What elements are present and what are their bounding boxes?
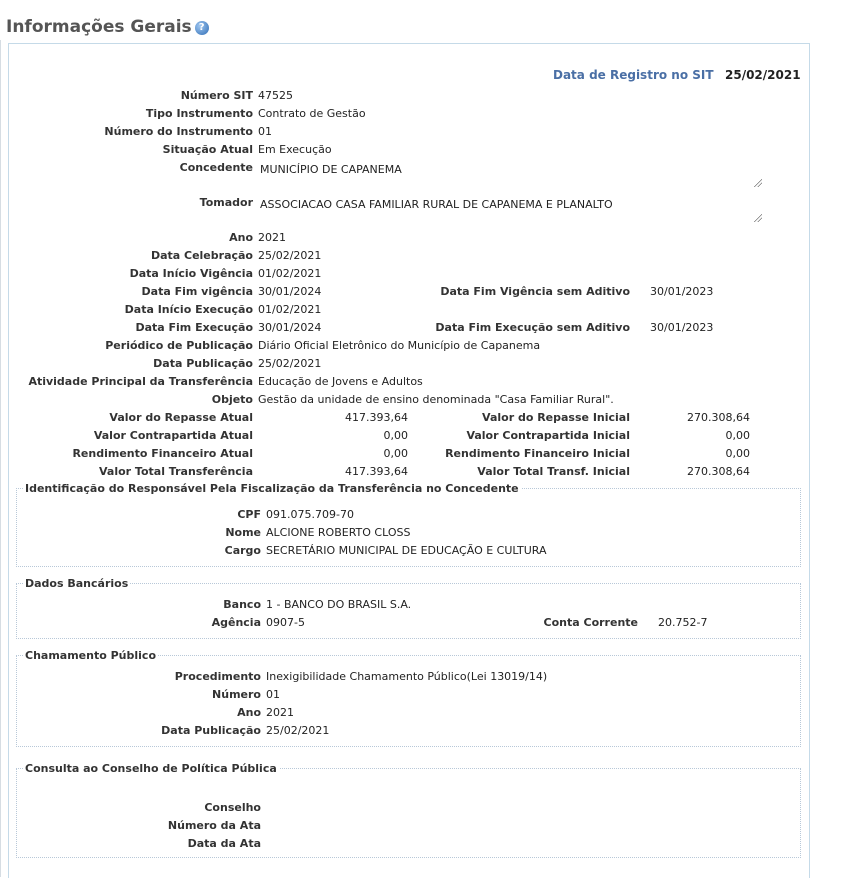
numero-ata-label: Número da Ata — [167, 819, 261, 832]
repasse-atual-value: 417.393,64 — [345, 411, 408, 424]
cargo-label: Cargo — [224, 544, 261, 557]
conselho-legend: Consulta ao Conselho de Política Pública — [25, 762, 277, 775]
cargo-value: SECRETÁRIO MUNICIPAL DE EDUCAÇÃO E CULTURA — [266, 544, 547, 557]
chamamento-data-publicacao-label: Data Publicação — [161, 724, 261, 737]
periodico-publicacao-value: Diário Oficial Eletrônico do Município de Capanema — [258, 339, 541, 352]
data-inicio-execucao-value: 01/02/2021 — [258, 303, 322, 316]
agencia-label: Agência — [211, 616, 261, 629]
data-inicio-vigencia-label: Data Início Vigência — [129, 267, 253, 280]
data-ata-label: Data da Ata — [187, 837, 261, 850]
conselho-label: Conselho — [204, 801, 261, 814]
contrapartida-inicial-value: 0,00 — [725, 429, 750, 442]
periodico-publicacao-label: Periódico de Publicação — [105, 339, 253, 352]
conselho-fieldset — [16, 762, 801, 858]
repasse-atual-label: Valor do Repasse Atual — [109, 411, 253, 424]
data-publicacao-label: Data Publicação — [153, 357, 253, 370]
total-transferencia-label: Valor Total Transferência — [99, 465, 253, 478]
cpf-label: CPF — [237, 508, 261, 521]
conta-corrente-label: Conta Corrente — [543, 616, 638, 629]
conta-corrente-value: 20.752-7 — [658, 616, 708, 629]
data-fim-vigencia-label: Data Fim vigência — [141, 285, 253, 298]
nome-label: Nome — [225, 526, 261, 539]
data-inicio-vigencia-value: 01/02/2021 — [258, 267, 322, 280]
numero-instrumento-value: 01 — [258, 125, 272, 138]
concedente-textarea[interactable] — [258, 163, 764, 189]
help-icon[interactable]: ? — [195, 21, 209, 35]
rendimento-inicial-label: Rendimento Financeiro Inicial — [445, 447, 630, 460]
repasse-inicial-value: 270.308,64 — [687, 411, 750, 424]
chamamento-fieldset — [16, 649, 801, 747]
page-title — [6, 17, 209, 37]
chamamento-numero-value: 01 — [266, 688, 280, 701]
tomador-value: ASSOCIACAO CASA FAMILIAR RURAL DE CAPANEMA E PLANALTO — [260, 198, 613, 211]
data-fim-vigencia-value: 30/01/2024 — [258, 285, 322, 298]
dados-bancarios-legend: Dados Bancários — [25, 577, 129, 590]
numero-sit-value: 47525 — [258, 89, 293, 102]
objeto-value: Gestão da unidade de ensino denominada "Casa Familiar Rural". — [258, 393, 614, 406]
registration-date-value: 25/02/2021 — [725, 68, 801, 82]
ano-label: Ano — [229, 231, 253, 244]
situacao-atual-value: Em Execução — [258, 143, 332, 156]
data-celebracao-value: 25/02/2021 — [258, 249, 322, 262]
nome-value: ALCIONE ROBERTO CLOSS — [266, 526, 411, 539]
data-fim-execucao-sem-aditivo-value: 30/01/2023 — [650, 321, 714, 334]
total-transf-inicial-label: Valor Total Transf. Inicial — [477, 465, 630, 478]
contrapartida-inicial-label: Valor Contrapartida Inicial — [466, 429, 630, 442]
data-publicacao-value: 25/02/2021 — [258, 357, 322, 370]
tipo-instrumento-label: Tipo Instrumento — [145, 107, 253, 120]
responsavel-legend: Identificação do Responsável Pela Fiscalização da Transferência no Concedente — [25, 482, 519, 495]
numero-sit-label: Número SIT — [180, 89, 253, 102]
tomador-textarea[interactable] — [258, 198, 764, 224]
cpf-value: 091.075.709-70 — [266, 508, 354, 521]
total-transferencia-value: 417.393,64 — [345, 465, 408, 478]
procedimento-value: Inexigibilidade Chamamento Público(Lei 13019/14) — [266, 670, 548, 683]
tomador-label: Tomador — [199, 196, 253, 209]
rendimento-atual-label: Rendimento Financeiro Atual — [72, 447, 253, 460]
data-fim-execucao-label: Data Fim Execução — [135, 321, 253, 334]
agencia-value: 0907-5 — [266, 616, 305, 629]
banco-label: Banco — [223, 598, 261, 611]
numero-instrumento-label: Número do Instrumento — [104, 125, 253, 138]
resize-grip-icon[interactable] — [754, 214, 762, 222]
data-fim-vigencia-sem-aditivo-label: Data Fim Vigência sem Aditivo — [440, 285, 630, 298]
registration-date-label: Data de Registro no SIT — [553, 68, 714, 82]
procedimento-label: Procedimento — [174, 670, 261, 683]
repasse-inicial-label: Valor do Repasse Inicial — [482, 411, 630, 424]
objeto-label: Objeto — [211, 393, 253, 406]
data-inicio-execucao-label: Data Início Execução — [124, 303, 253, 316]
contrapartida-atual-value: 0,00 — [383, 429, 408, 442]
chamamento-ano-value: 2021 — [266, 706, 294, 719]
rendimento-atual-value: 0,00 — [383, 447, 408, 460]
situacao-atual-label: Situação Atual — [162, 143, 253, 156]
concedente-label: Concedente — [179, 161, 253, 174]
atividade-principal-value: Educação de Jovens e Adultos — [258, 375, 423, 388]
chamamento-data-publicacao-value: 25/02/2021 — [266, 724, 330, 737]
contrapartida-atual-label: Valor Contrapartida Atual — [93, 429, 253, 442]
left-rule — [0, 40, 1, 877]
concedente-value: MUNICÍPIO DE CAPANEMA — [260, 163, 402, 176]
chamamento-numero-label: Número — [212, 688, 261, 701]
data-fim-execucao-value: 30/01/2024 — [258, 321, 322, 334]
data-celebracao-label: Data Celebração — [150, 249, 253, 262]
chamamento-ano-label: Ano — [237, 706, 261, 719]
banco-value: 1 - BANCO DO BRASIL S.A. — [266, 598, 412, 611]
rendimento-inicial-value: 0,00 — [725, 447, 750, 460]
total-transf-inicial-value: 270.308,64 — [687, 465, 750, 478]
data-fim-execucao-sem-aditivo-label: Data Fim Execução sem Aditivo — [435, 321, 630, 334]
tipo-instrumento-value: Contrato de Gestão — [258, 107, 366, 120]
page-title-text: Informações Gerais — [6, 17, 192, 37]
ano-value: 2021 — [258, 231, 286, 244]
chamamento-legend: Chamamento Público — [25, 649, 156, 662]
atividade-principal-label: Atividade Principal da Transferência — [28, 375, 253, 388]
resize-grip-icon[interactable] — [754, 179, 762, 187]
data-fim-vigencia-sem-aditivo-value: 30/01/2023 — [650, 285, 714, 298]
